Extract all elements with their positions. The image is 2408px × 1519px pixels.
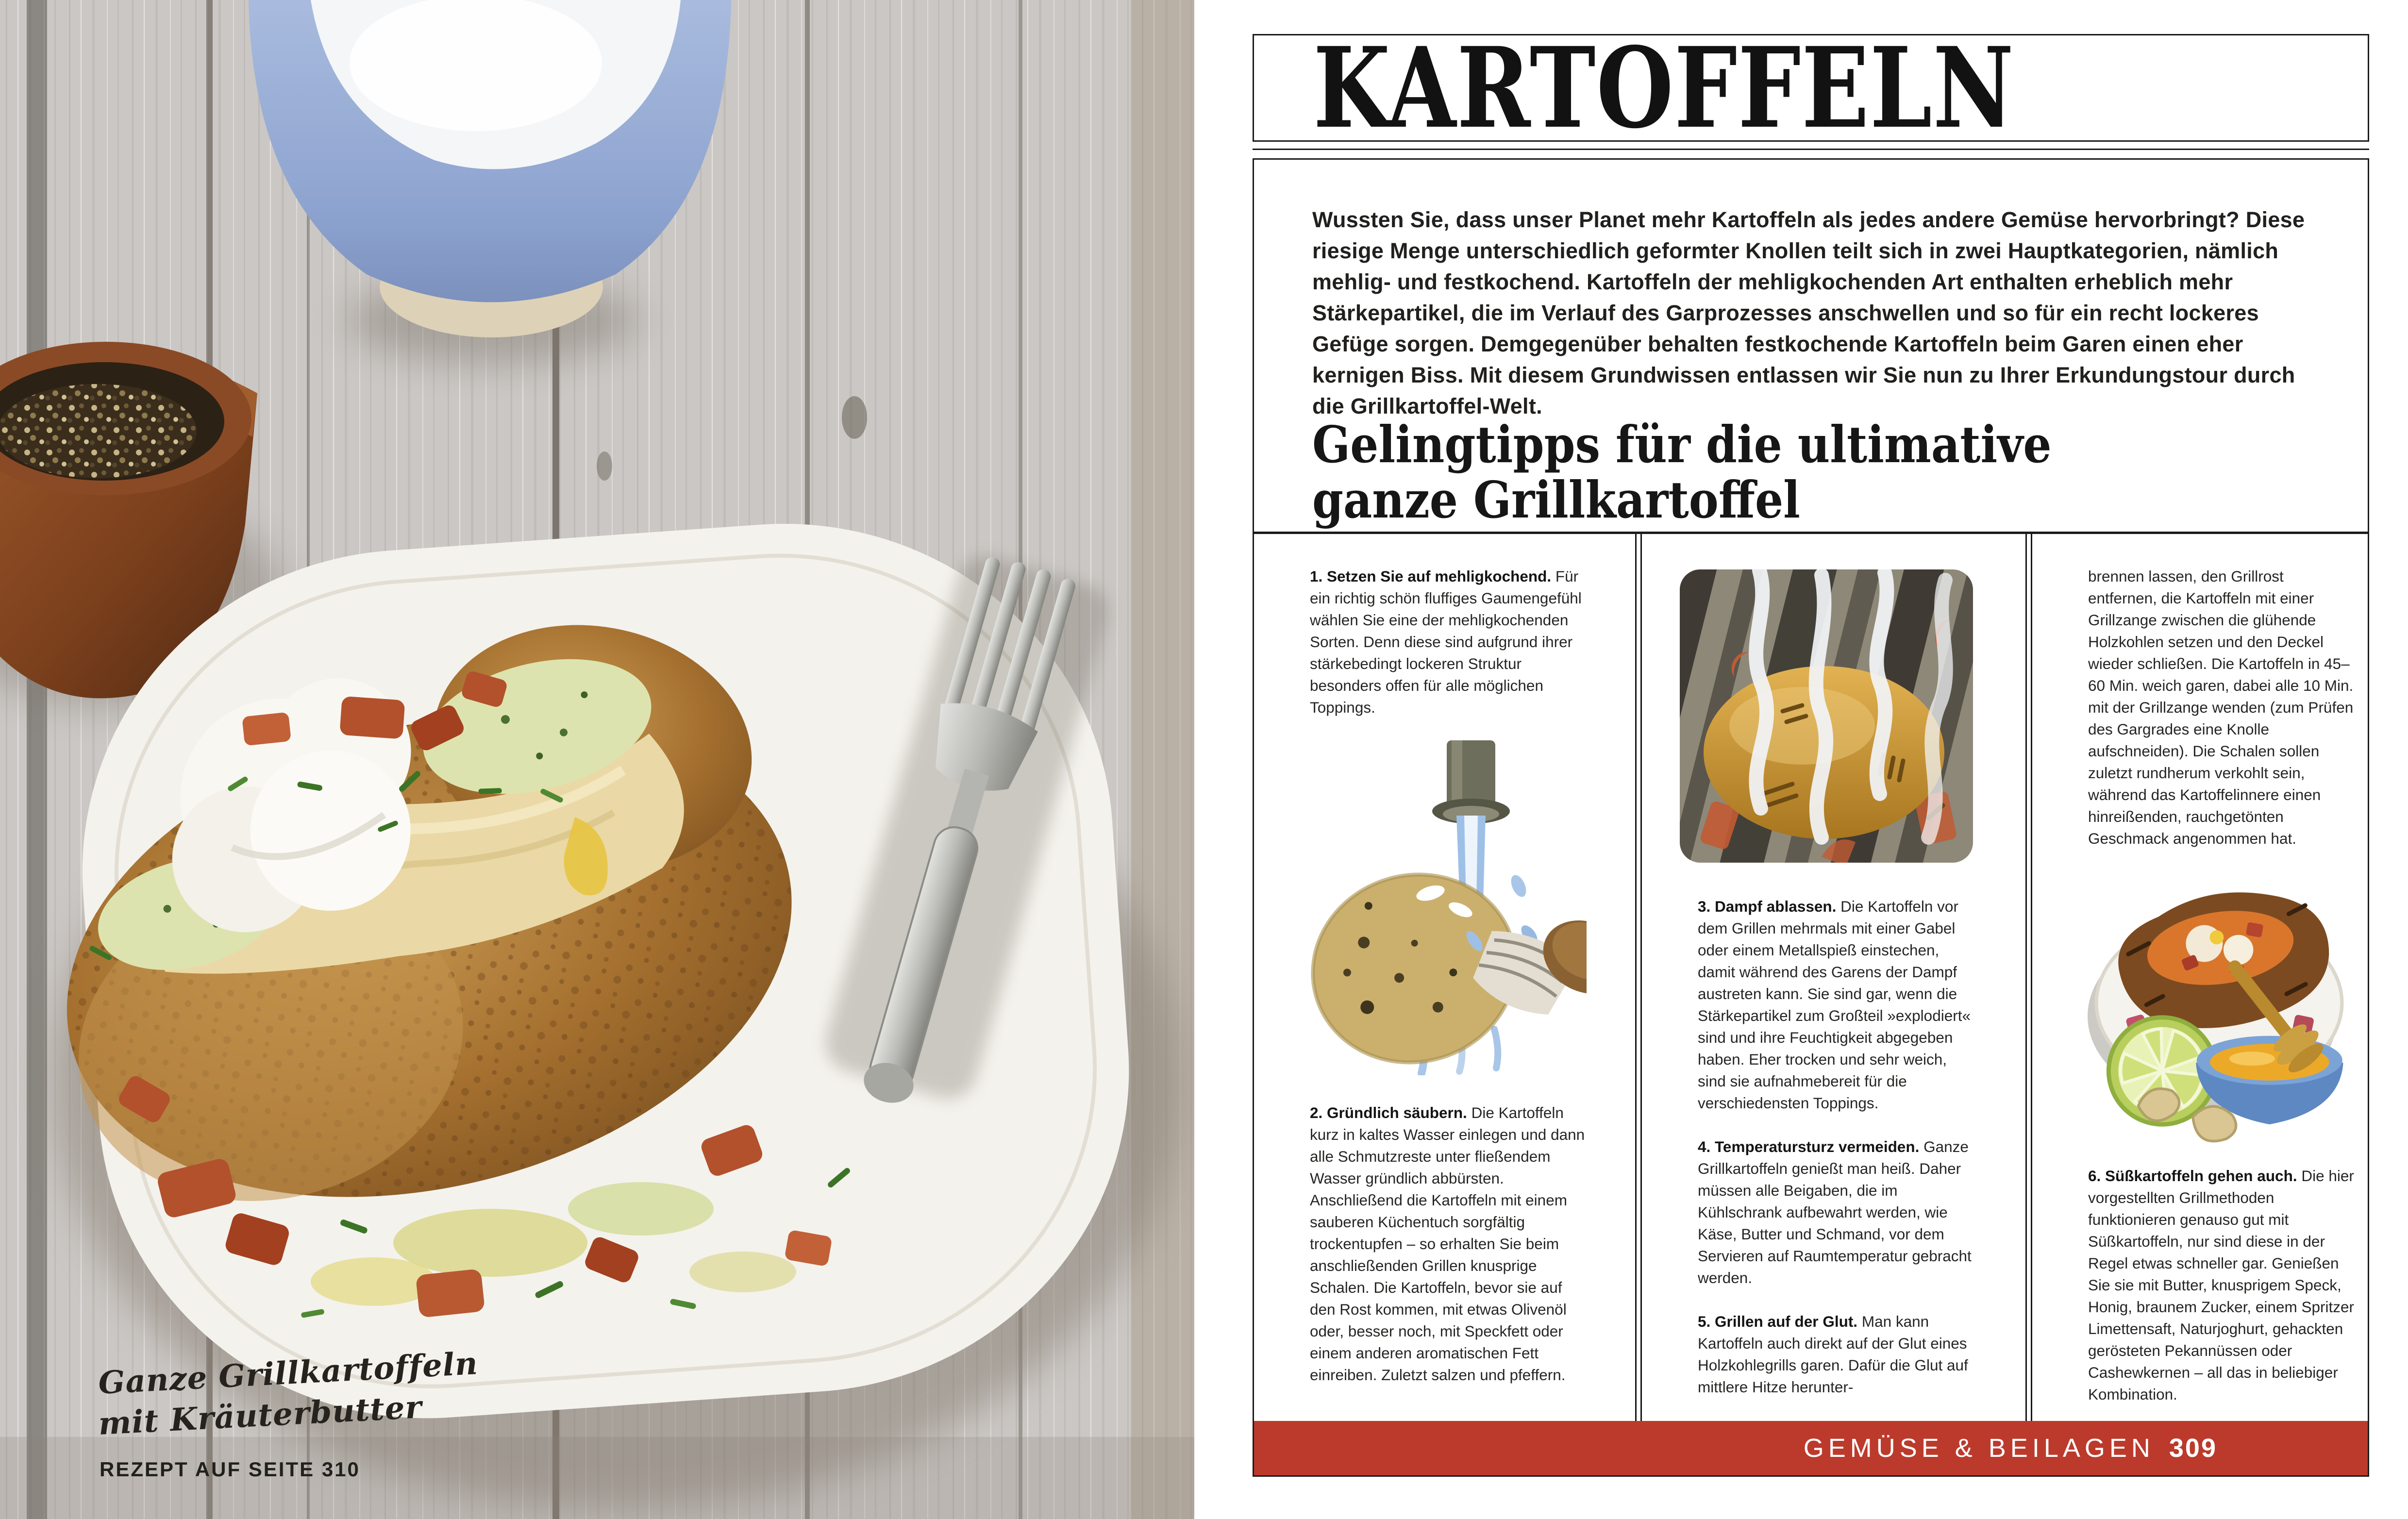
footer-section-label: GEMÜSE & BEILAGEN: [1803, 1434, 2155, 1463]
tip-4-body: Ganze Grillkartoffeln genießt man heiß. Daher müssen alle Beigaben, die im Kühlschrank aufbewahrt werden, wie Käse, Butter und Schmand, vor dem Servieren auf Raumtemperatur gebracht werden.: [1698, 1138, 1972, 1286]
tip-3-heading: 3. Dampf ablassen.: [1698, 898, 1837, 915]
tip-1-heading: 1. Setzen Sie auf mehligkochend.: [1310, 568, 1552, 585]
tip-5: [1698, 1311, 1977, 1398]
subtitle-line2: ganze Grillkartoffel: [1312, 470, 1800, 530]
title-underline-rule: [1253, 149, 2369, 150]
tip-3: [1698, 896, 1977, 1114]
tip-5-heading: 5. Grillen auf der Glut.: [1698, 1313, 1858, 1330]
footer-page-number: 309: [2169, 1434, 2217, 1463]
tip-6-body: Die hier vorgestellten Grillmethoden funktionieren genauso gut mit Süßkartoffeln, nur sind diese in der Regel etwas schneller gar. Genießen Sie sie mit Butter, knusprigem Speck, Honig, braunem Zucker, einem Spritzer Limettensaft, Naturjoghurt, gehackten gerösteten Pekannüssen oder Cashewkernen – all das in beliebiger Kombination.: [2088, 1167, 2354, 1403]
column-divider-2: [2025, 534, 2032, 1421]
potato-on-grill-illustration: [1676, 566, 1977, 867]
caption-title-line1: Ganze Grillkartoffeln: [97, 1345, 479, 1402]
tip-1: [1310, 566, 1587, 718]
food-photo: [0, 0, 1194, 1519]
section-subtitle: [1312, 417, 2052, 528]
potato-washing-illustration: [1305, 740, 1587, 1075]
sweet-potato-plate-illustration: [2083, 871, 2355, 1143]
tip-2-body: Die Kartoffeln kurz in kaltes Wasser einlegen und dann alle Schmutzreste unter fließendem Wasser gründlich abbürsten. Anschließend die Kartoffeln mit einem sauberen Küchentuch sorgfältig trockentupfen – so erhalten Sie beim anschließenden Grillen knusprige Schalen. Die Kartoffeln, bevor sie auf den Rost kommen, mit etwas Olivenöl oder, besser noch, mit Speckfett oder einem anderen aromatischen Fett einreiben. Zuletzt salzen und pfeffern.: [1310, 1104, 1585, 1384]
tip-2: [1310, 1102, 1587, 1386]
column-1: [1254, 534, 1635, 1421]
column-divider-1: [1635, 534, 1642, 1421]
food-photo-graphic: [0, 0, 1194, 1519]
column-3: [2032, 534, 2368, 1421]
caption-title-line2: mit Kräuterbutter: [97, 1389, 423, 1443]
tip-3-body: Die Kartoffeln vor dem Grillen mehrmals mit einer Gabel oder einem Metallspieß einstechen, damit während des Garens der Dampf austreten kann. Sie sind gar, wenn die Stärkepartikel zum Großteil »explodiert« sind und ihre Feuchtigkeit abgegeben haben. Eher trocken und sehr weich, sind sie aufnahmebereit für die verschiedensten Toppings.: [1698, 898, 1971, 1112]
intro-paragraph: Wussten Sie, dass unser Planet mehr Kartoffeln als jedes andere Gemüse hervorbringt? Diese riesige Menge unterschiedlich geformter Knollen teilt sich in zwei Hauptkategorien, nämlich mehlig- und festkochend. Kartoffeln der mehligkochenden Art enthalten erheblich mehr Stärkepartikel, die im Verlauf des Garprozesses anschwellen und so für ein recht lockeres Gefüge sorgen. Demgegenüber behalten festkochende Kartoffeln beim Garen einen eher kernigen Biss. Mit diesem Grundwissen entlassen wir Sie nun zu Ihrer Erkundungstour durch die Grillkartoffel-Welt.: [1312, 207, 2305, 418]
photo-caption: [97, 1345, 480, 1481]
article-content-box: [1253, 158, 2369, 1477]
subtitle-line1: Gelingtipps für die ultimative: [1312, 415, 2052, 474]
tip-1-body: Für ein richtig schön fluffiges Gaumengefühl wählen Sie eine der mehligkochenden Sorten. Denn diese sind aufgrund ihrer stärkebedingt lockeren Struktur besonders offen für alle möglichen Toppings.: [1310, 568, 1582, 716]
chapter-title: KARTOFFELN: [1313, 23, 2015, 153]
footer-bar: [1254, 1421, 2368, 1475]
faucet-icon: [1432, 740, 1510, 824]
tip-4-heading: 4. Temperatursturz vermeiden.: [1698, 1138, 1920, 1155]
tip-2-heading: 2. Gründlich säubern.: [1310, 1104, 1467, 1121]
tips-columns: [1254, 534, 2368, 1421]
tip-6-heading: 6. Süßkartoffeln gehen auch.: [2088, 1167, 2297, 1185]
column-2: [1642, 534, 2025, 1421]
chapter-title-box: [1253, 23, 2369, 153]
tip-6: [2088, 1165, 2355, 1405]
tip-4: [1698, 1136, 1977, 1289]
recipe-page-reference: REZEPT AUF SEITE 310: [100, 1457, 360, 1481]
tip-5-continuation: brennen lassen, den Grillrost entfernen, die Kartoffeln mit einer Grillzange zwischen die glühende Holzkohlen setzen und den Deckel wieder schließen. Die Kartoffeln in 45–60 Min. weich garen, dabei alle 10 Min. mit der Grillzange wenden (zum Prüfen des Gargrades eine Knolle aufschneiden). Die Schalen sollen zuletzt rundherum verkohlt sein, während das Kartoffelinnere einen hinreißenden, rauchgetönten Geschmack angenommen hat.: [2088, 568, 2354, 847]
tip-5-body: Man kann Kartoffeln auch direkt auf der Glut eines Holzkohlegrills garen. Dafür die Glut auf mittlere Hitze herunter-: [1698, 1313, 1968, 1396]
